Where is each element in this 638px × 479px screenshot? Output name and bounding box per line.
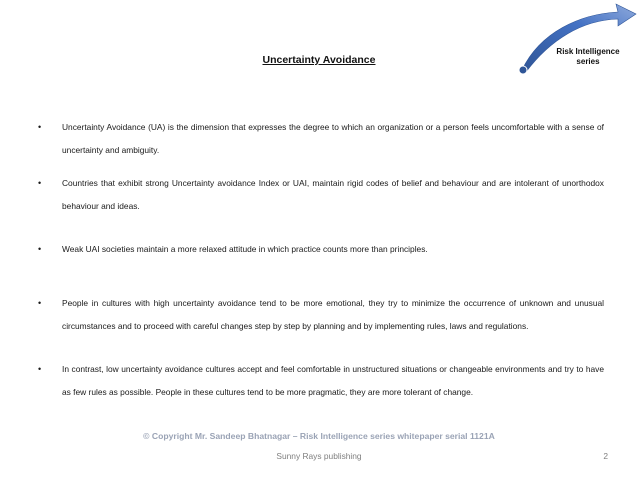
bullet-list [38, 116, 604, 404]
bullet-dot: • [38, 122, 42, 132]
list-item [38, 238, 604, 292]
page-number: 2 [603, 451, 608, 461]
bullet-text: Weak UAI societies maintain a more relaxed attitude in which practice counts more than principles. [62, 244, 428, 254]
bullet-dot: • [38, 244, 42, 254]
curved-arrow-icon [510, 0, 638, 80]
list-item [38, 172, 604, 238]
series-label-line2: series [576, 57, 600, 66]
copyright-notice: © Copyright Mr. Sandeep Bhatnagar – Risk Intelligence series whitepaper serial 1121A [143, 431, 495, 441]
list-item [38, 292, 604, 358]
list-item [38, 116, 604, 172]
bullet-text: Countries that exhibit strong Uncertainty avoidance Index or UAI, maintain rigid codes of belief and behaviour and are intolerant of unorthodox behaviour and ideas. [62, 178, 604, 211]
list-item [38, 358, 604, 404]
footer-publisher: Sunny Rays publishing [276, 451, 362, 461]
bullet-dot: • [38, 364, 42, 374]
bullet-text: Uncertainty Avoidance (UA) is the dimension that expresses the degree to which an organization or a person feels uncomfortable with a sense of uncertainty and ambiguity. [62, 122, 604, 155]
page-title: Uncertainty Avoidance [262, 54, 376, 66]
series-label-line1: Risk Intelligence [556, 47, 620, 56]
bullet-dot: • [38, 298, 42, 308]
bullet-text: People in cultures with high uncertainty avoidance tend to be more emotional, they try to minimize the occurrence of unknown and unusual circumstances and to proceed with careful changes step by step by planning and by implementing rules, laws and regulations. [62, 298, 604, 331]
bullet-text: In contrast, low uncertainty avoidance cultures accept and feel comfortable in unstructured situations or changeable environments and try to have as few rules as possible. People in these cultures tend to be more pragmatic, they are more tolerant of change. [62, 364, 604, 397]
bullet-dot: • [38, 178, 42, 188]
